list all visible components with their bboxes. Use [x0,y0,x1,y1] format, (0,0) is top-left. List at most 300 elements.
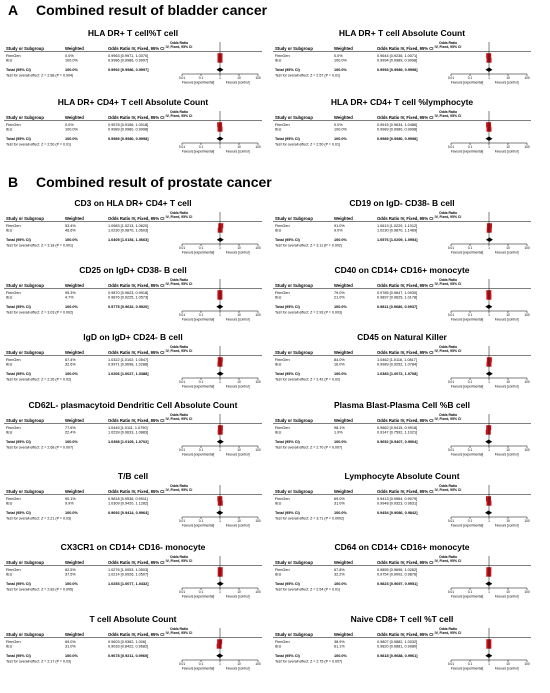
forest-plot-title: Naive CD8+ T cell %T cell [350,614,454,624]
x-tick-label: 10 [237,662,241,666]
study-name: FinnGen [275,54,290,58]
study-header: Study or Subgroup [275,283,313,288]
x-tick-label: 100 [255,76,261,80]
favours-experimental-label: Favours [experimental] [181,594,215,599]
point-estimate [486,430,491,435]
study-ci-text: 1.0214 [0.9926, 1.0507] [108,572,149,577]
x-tick-label: 0.01 [447,380,455,384]
study-name: FinnGen [275,640,290,644]
total-label: Total (95% CI) [275,440,300,444]
study-ci-text: 0.9963 [0.9971, 1.0070] [108,54,149,58]
total-diamond [486,238,493,242]
x-tick-label: 1 [219,246,221,250]
or-method-header: IV, Fixed, 95% CI [434,417,462,421]
x-tick-label: 0.01 [178,246,186,250]
total-diamond [485,511,492,515]
x-tick-label: 1 [488,313,490,317]
forest-plot-svg [273,614,531,676]
study-weight: 84.0% [334,358,345,362]
forest-plot [4,471,262,533]
favours-experimental-label: Favours [experimental] [450,80,484,85]
point-estimate [486,53,491,58]
or-method-header: IV, Fixed, 95% CI [434,114,462,118]
study-header: Study or Subgroup [6,350,44,355]
forest-plot-svg [4,471,262,533]
forest-plot-svg [273,97,531,159]
study-weight: 9.9% [65,501,74,506]
forest-plot-title: HLA DR+ CD4+ T cell %lymphocyte [330,97,474,107]
or-method-header: IV, Fixed, 95% CI [434,349,462,353]
overall-effect-test: Test for overall effect: Z = 2.54 (P = 0.01) [275,587,341,592]
section-letter-b: B [8,174,19,190]
forest-plot [4,198,262,260]
favours-control-label: Favours [control] [494,250,519,255]
or-header: Odds Ratio [438,211,458,215]
study-weight: 32.2% [334,572,345,577]
overall-effect-test: Test for overall effect: Z = 2.75 (P = 0.007) [275,659,343,664]
or-method-header: IV, Fixed, 95% CI [165,488,193,492]
x-tick-label: 0.1 [467,380,473,384]
study-ci-text: 1.0462 [1.0116, 1.0817] [377,358,417,362]
x-tick-label: 0.1 [467,313,473,317]
x-tick-label: 0.01 [447,590,455,594]
point-estimate [486,122,491,127]
study-name: FinnGen [6,291,21,295]
total-weight: 100.0% [334,137,347,141]
x-tick-label: 0.01 [178,519,186,523]
study-weight: 95.3% [65,291,76,295]
favours-control-label: Favours [control] [494,666,519,671]
x-tick-label: 0.01 [447,519,455,523]
overall-effect-test: Test for overall effect: Z = 2.50 (P = 0.01) [275,142,341,147]
study-weight: 61.1% [334,644,345,649]
or-header: Odds Ratio [169,278,189,282]
forest-plot [273,332,531,394]
x-tick-label: 0.1 [467,519,473,523]
favours-experimental-label: Favours [experimental] [450,250,484,255]
x-tick-label: 1 [219,76,221,80]
study-weight: 37.5% [65,572,76,577]
study-name: FinnGen [6,224,21,228]
or-ci-header: Odds Ratio IV, Fixed, 95% CI [377,350,434,355]
x-tick-label: 100 [524,145,530,149]
x-tick-label: 0.01 [447,145,455,149]
x-tick-label: 100 [255,145,261,149]
study-name: FinnGen [275,426,290,430]
overall-effect-test: Test for overall effect: Z = 2.26 (P = 0.02) [6,377,72,382]
total-label: Total (95% CI) [275,305,300,309]
study-weight: 67.8% [334,568,345,572]
study-weight: 77.6% [65,426,76,430]
favours-experimental-label: Favours [experimental] [450,384,484,389]
x-tick-label: 100 [255,662,261,666]
x-tick-label: 0.1 [198,590,204,594]
forest-plot [4,614,262,676]
x-tick-label: 100 [524,313,530,317]
x-tick-label: 1 [488,145,490,149]
total-weight: 100.0% [334,238,347,242]
overall-effect-test: Test for overall effect: Z = 2.42 (P = 0.02) [275,377,341,382]
forest-plot-title: HLA DR+ CD4+ T cell Absolute Count [57,97,209,107]
study-weight: 90.1% [65,497,76,501]
x-tick-label: 10 [237,448,241,452]
forest-plot-svg [4,28,262,90]
x-tick-label: 1 [488,519,490,523]
favours-experimental-label: Favours [experimental] [181,666,215,671]
total-weight: 100.0% [65,238,78,242]
x-tick-label: 0.1 [467,662,473,666]
total-diamond [486,372,493,376]
forest-plot-svg [273,542,531,604]
study-weight: 79.0% [334,291,345,295]
favours-control-label: Favours [control] [494,149,519,154]
study-name: FinnGen [6,640,21,644]
favours-experimental-label: Favours [experimental] [181,149,215,154]
point-estimate [217,639,222,644]
favours-experimental-label: Favours [experimental] [450,523,484,528]
forest-plot [273,614,531,676]
x-tick-label: 0.01 [447,76,455,80]
weight-header: Weighted [334,115,353,120]
or-header: Odds Ratio [169,41,189,45]
or-ci-header: Odds Ratio IV, Fixed, 95% CI [377,216,434,221]
forest-plot [273,542,531,604]
favours-control-label: Favours [control] [494,523,519,528]
forest-plot [4,332,262,394]
total-diamond [485,440,492,444]
total-label: Total (95% CI) [6,654,31,658]
study-header: Study or Subgroup [6,115,44,120]
or-ci-header: Odds Ratio IV, Fixed, 95% CI [108,216,165,221]
or-ci-header: Odds Ratio IV, Fixed, 95% CI [108,46,165,51]
forest-plot-svg [4,542,262,604]
favours-control-label: Favours [control] [494,80,519,85]
study-name: IEU [6,295,13,300]
or-header: Odds Ratio [438,484,458,488]
x-tick-label: 0.1 [467,448,473,452]
x-tick-label: 0.1 [198,519,204,523]
favours-control-label: Favours [control] [494,594,519,599]
point-estimate [217,644,222,649]
study-name: IEU [275,501,282,506]
favours-control-label: Favours [control] [494,384,519,389]
or-header: Odds Ratio [438,110,458,114]
favours-control-label: Favours [control] [225,317,250,322]
x-tick-label: 0.01 [447,313,455,317]
forest-plot-svg [4,332,262,394]
or-ci-header: Odds Ratio IV, Fixed, 95% CI [377,418,434,423]
forest-plot-title: CD45 on Natural Killer [357,332,447,342]
study-name: IEU [6,127,13,132]
study-name: FinnGen [6,568,21,572]
x-tick-label: 1 [219,662,221,666]
overall-effect-test: Test for overall effect: Z = 2.50 (P = 0.01) [6,142,72,147]
total-ci-text: 1.0576 [1.0209, 1.0954] [377,238,418,242]
study-weight: 9.0% [334,228,343,233]
or-method-header: IV, Fixed, 95% CI [434,215,462,219]
study-name: FinnGen [275,224,290,228]
point-estimate [218,223,223,228]
forest-plot-svg [4,198,262,260]
x-tick-label: 0.1 [198,76,204,80]
study-ci-text: 0.9948 [0.9323, 0.9631] [377,501,418,506]
study-weight: 100.0% [334,58,347,63]
or-ci-header: Odds Ratio IV, Fixed, 95% CI [377,46,434,51]
x-tick-label: 100 [524,246,530,250]
or-ci-header: Odds Ratio IV, Fixed, 95% CI [108,283,165,288]
favours-control-label: Favours [control] [225,452,250,457]
study-ci-text: 0.9855 [0.9696, 1.0262] [377,568,418,572]
favours-experimental-label: Favours [experimental] [181,317,215,322]
or-ci-header: Odds Ratio IV, Fixed, 95% CI [108,350,165,355]
total-diamond [216,511,223,515]
forest-plot [4,400,262,462]
study-name: FinnGen [6,497,21,501]
favours-control-label: Favours [control] [225,250,250,255]
study-header: Study or Subgroup [275,418,313,423]
total-label: Total (95% CI) [275,582,300,586]
or-ci-header: Odds Ratio IV, Fixed, 95% CI [108,632,165,637]
weight-header: Weighted [334,283,353,288]
or-method-header: IV, Fixed, 95% CI [165,114,193,118]
total-weight: 100.0% [334,440,347,444]
total-ci-text: 0.9652 [0.9407, 0.9904] [377,440,418,444]
total-weight: 100.0% [334,511,347,515]
forest-plot [4,97,262,159]
or-method-header: IV, Fixed, 95% CI [434,282,462,286]
forest-plot [4,28,262,90]
favours-experimental-label: Favours [experimental] [450,149,484,154]
study-name: FinnGen [6,123,21,127]
study-weight: 1.9% [334,430,343,435]
forest-plot-svg [273,198,531,260]
forest-plot-title: IgD on IgD+ CD24- B cell [83,332,183,342]
study-ci-text: 0.9413 [0.9964, 0.9079] [377,497,418,501]
study-weight: 0.0% [334,54,343,58]
study-ci-text: 1.0445 [1.0111, 1.0790] [108,426,148,430]
forest-plot-svg [273,332,531,394]
forest-plot [273,265,531,327]
total-label: Total (95% CI) [6,305,31,309]
x-tick-label: 0.01 [178,662,186,666]
study-name: IEU [275,430,282,435]
forest-plot-svg [273,265,531,327]
x-tick-label: 0.01 [178,76,186,80]
overall-effect-test: Test for overall effect: Z = 3.71 (P = 0.0002) [275,516,345,521]
forest-plot-title: CD3 on HLA DR+ CD4+ T cell [74,198,192,208]
total-label: Total (95% CI) [275,372,300,376]
total-diamond [217,238,224,242]
x-tick-label: 100 [524,590,530,594]
x-tick-label: 10 [506,313,510,317]
forest-plot-title: T/B cell [117,471,149,481]
or-header: Odds Ratio [438,555,458,559]
x-tick-label: 1 [488,246,490,250]
x-tick-label: 0.1 [198,380,204,384]
study-weight: 46.6% [65,228,76,233]
point-estimate [218,357,223,362]
total-ci-text: 0.9818 [0.9688, 0.9961] [377,654,418,658]
weight-header: Weighted [65,115,84,120]
study-weight: 31.0% [334,501,345,506]
favours-control-label: Favours [control] [225,594,250,599]
study-name: FinnGen [275,291,290,295]
point-estimate [487,223,492,228]
study-weight: 16.0% [334,362,345,367]
study-name: IEU [6,644,13,649]
study-weight: 38.9% [334,640,345,644]
x-tick-label: 10 [506,246,510,250]
favours-control-label: Favours [control] [494,452,519,457]
study-ci-text: 0.9662 [0.9415, 0.9918] [377,426,418,430]
or-ci-header: Odds Ratio IV, Fixed, 95% CI [108,560,165,565]
weight-header: Weighted [334,489,353,494]
total-label: Total (95% CI) [275,68,300,72]
study-ci-text: 0.9994 [0.9989, 0.9998] [377,58,418,63]
or-header: Odds Ratio [438,627,458,631]
weight-header: Weighted [65,632,84,637]
x-tick-label: 0.01 [447,246,455,250]
or-header: Odds Ratio [169,413,189,417]
total-label: Total (95% CI) [6,238,31,242]
study-name: IEU [275,295,282,300]
study-name: FinnGen [6,54,21,58]
study-weight: 4.7% [65,295,74,300]
or-header: Odds Ratio [169,110,189,114]
total-diamond [217,440,224,444]
study-weight: 91.0% [334,224,345,228]
total-label: Total (95% CI) [6,372,31,376]
x-tick-label: 1 [488,662,490,666]
study-weight: 31.0% [65,644,76,649]
favours-control-label: Favours [control] [225,149,250,154]
study-ci-text: 1.0983 [1.0213, 1.0620] [108,224,149,228]
study-weight: 21.0% [334,295,345,300]
or-ci-header: Odds Ratio IV, Fixed, 95% CI [377,632,434,637]
x-tick-label: 10 [506,145,510,149]
total-ci-text: 1.0383 [1.0072, 1.0708] [377,372,418,376]
total-ci-text: 0.9989 [0.9980, 0.9998] [377,137,418,141]
study-name: IEU [275,572,282,577]
study-name: IEU [275,127,282,132]
or-method-header: IV, Fixed, 95% CI [434,488,462,492]
x-tick-label: 1 [219,313,221,317]
study-weight: 100.0% [65,127,78,132]
study-ci-text: 1.0322 [1.0102, 1.0547] [108,358,149,362]
study-ci-text: 1.0613 [1.0229, 1.1012] [377,224,418,228]
or-header: Odds Ratio [169,211,189,215]
study-name: FinnGen [275,358,290,362]
study-name: IEU [6,58,13,63]
x-tick-label: 10 [506,519,510,523]
or-ci-header: Odds Ratio IV, Fixed, 95% CI [377,283,434,288]
or-ci-header: Odds Ratio IV, Fixed, 95% CI [377,560,434,565]
study-ci-text: 1.0276 [1.0053, 1.0503] [108,568,149,572]
forest-plot-title: Lymphocyte Absolute Count [344,471,460,481]
x-tick-label: 100 [524,519,530,523]
forest-plot-title: CD64 on CD14+ CD16+ monocyte [334,542,470,552]
study-ci-text: 0.9578 [0.9156, 1.0018] [108,123,149,127]
total-label: Total (95% CI) [6,440,31,444]
x-tick-label: 0.01 [178,590,186,594]
x-tick-label: 100 [255,448,261,452]
x-tick-label: 10 [506,76,510,80]
overall-effect-test: Test for overall effect: Z = 2.88 (P = 0.004) [6,73,74,78]
weight-header: Weighted [334,46,353,51]
study-name: IEU [275,228,282,233]
or-method-header: IV, Fixed, 95% CI [165,349,193,353]
study-weight: 67.4% [65,358,76,362]
x-tick-label: 10 [237,519,241,523]
x-tick-label: 10 [237,76,241,80]
x-tick-label: 1 [219,590,221,594]
x-tick-label: 10 [237,246,241,250]
or-ci-header: Odds Ratio IV, Fixed, 95% CI [108,418,165,423]
favours-control-label: Favours [control] [494,317,519,322]
x-tick-label: 0.1 [198,145,204,149]
study-name: FinnGen [6,426,21,430]
x-tick-label: 0.1 [467,590,473,594]
x-tick-label: 100 [255,380,261,384]
total-weight: 100.0% [65,372,78,376]
x-tick-label: 1 [488,380,490,384]
weight-header: Weighted [65,418,84,423]
total-weight: 100.0% [65,654,78,658]
total-weight: 100.0% [334,654,347,658]
favours-experimental-label: Favours [experimental] [450,317,484,322]
point-estimate [217,122,222,127]
point-estimate [486,496,491,501]
total-weight: 100.0% [65,440,78,444]
study-ci-text: 0.9870 [0.9623, 0.9918] [108,291,149,295]
overall-effect-test: Test for overall effect: Z = 3.18 (P = 0.001) [6,243,74,248]
total-weight: 100.0% [334,372,347,376]
forest-plot-title: Plasma Blast-Plasma Cell %B cell [333,400,471,410]
x-tick-label: 10 [237,313,241,317]
forest-plot [273,28,531,90]
or-header: Odds Ratio [169,627,189,631]
study-header: Study or Subgroup [6,216,44,221]
study-weight: 53.4% [65,224,76,228]
total-ci-text: 1.0206 [1.0027, 1.0388] [108,372,149,376]
study-ci-text: 1.0230 [0.9870, 1.1469] [377,228,418,233]
study-header: Study or Subgroup [6,560,44,565]
point-estimate [218,425,223,430]
study-ci-text: 0.9989 [0.9980, 0.9998] [377,127,418,132]
total-weight: 100.0% [334,68,347,72]
or-method-header: IV, Fixed, 95% CI [434,631,462,635]
overall-effect-test: Test for overall effect: Z = 2.21 (P = 0.03) [6,516,72,521]
point-estimate [486,425,491,430]
study-ci-text: 0.9989 [0.9252, 1.0784] [377,362,418,367]
x-tick-label: 0.01 [447,662,455,666]
overall-effect-test: Test for overall effect: Z = 2.68 (P = 0.007) [6,445,74,450]
point-estimate [487,357,492,362]
total-weight: 100.0% [65,305,78,309]
favours-experimental-label: Favours [experimental] [450,666,484,671]
or-header: Odds Ratio [169,484,189,488]
forest-plot-svg [4,265,262,327]
study-ci-text: 0.9644 [0.9236, 1.0071] [377,54,418,58]
total-diamond [216,654,223,658]
or-ci-header: Odds Ratio IV, Fixed, 95% CI [377,115,434,120]
total-weight: 100.0% [65,137,78,141]
total-weight: 100.0% [65,511,78,515]
study-header: Study or Subgroup [6,632,44,637]
x-tick-label: 1 [488,76,490,80]
study-weight: 62.5% [65,568,76,572]
study-ci-text: 0.9603 [0.9362, 1.006] [108,640,147,644]
